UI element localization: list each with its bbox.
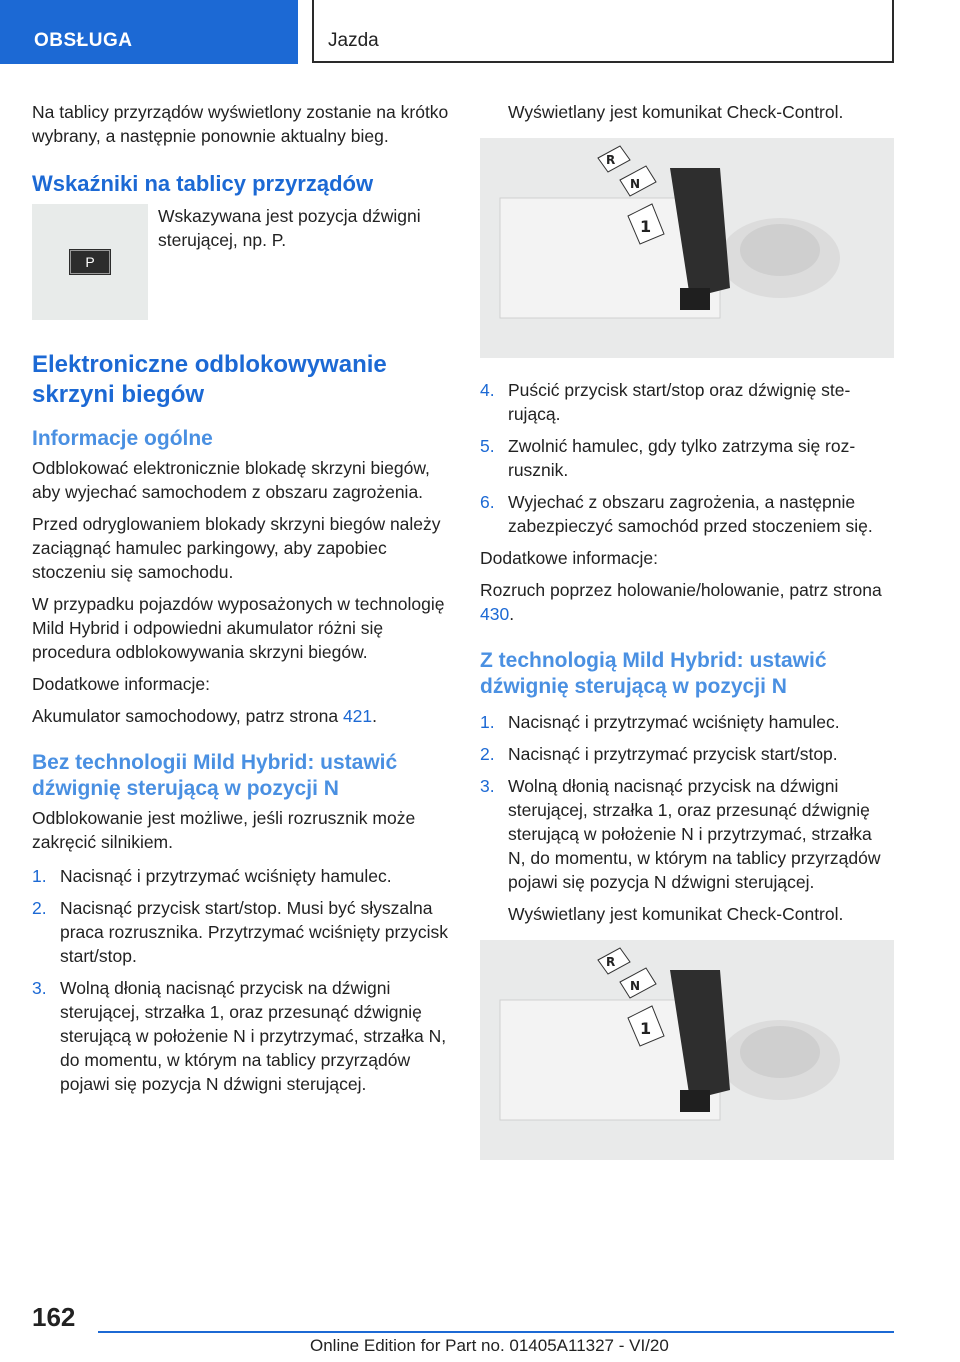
right-column xyxy=(480,100,892,1180)
header-section-label: OBSŁUGA xyxy=(34,30,133,51)
battery-page-link[interactable]: 421 xyxy=(342,706,373,726)
towing-reference: Rozruch poprzez holowanie/holowanie, patrz strona 430. xyxy=(480,580,882,624)
intro-paragraph: Na tablicy przyrządów wyświetlony zostanie na krótko wybrany, a następnie ponownie aktualny bieg. xyxy=(32,102,449,146)
arrow-n-label: N xyxy=(630,177,641,191)
page-number: 162 xyxy=(32,1302,76,1332)
arrow-n-label-2: N xyxy=(630,979,641,993)
indicator-description: Wskazywana jest pozycja dźwigni sterującej, np. P. xyxy=(158,206,421,250)
check-control-message-2: Wyświetlany jest komunikat Check-Control. xyxy=(508,904,844,924)
list-item: 2. Nacisnąć i przytrzymać przycisk start/stop. xyxy=(480,744,838,764)
steps-list-right-b xyxy=(480,710,892,894)
paragraph-parking-brake: Przed odryglowaniem blokady skrzyni biegów należy zaciągnąć hamulec parkingowy, aby zapobiec stoczeniu się samochodu. xyxy=(32,514,441,582)
list-item: 3. Wolną dłonią nacisnąć przycisk na dźwigni sterującej, strzałka 1, oraz przesunąć dźwignię sterującą w położenie N i przytrzymać, strzałka N, do momentu, w którym na tablicy przyrządów pojawi się pozycja N dźwigni sterującej. xyxy=(32,978,447,1094)
left-column xyxy=(32,100,450,1104)
towing-page-link[interactable]: 430 xyxy=(480,604,510,624)
indicator-row xyxy=(32,204,450,320)
heading-unlock: Elektroniczne odblokowywanie skrzyni biegów xyxy=(32,351,387,408)
gear-selector-figure-2 xyxy=(480,940,894,1160)
heading-indicators: Wskaźniki na tablicy przyrządów xyxy=(32,171,374,196)
heading-general: Informacje ogólne xyxy=(32,427,213,450)
park-indicator-icon: P xyxy=(70,250,110,274)
gear-selector-illustration-2 xyxy=(480,940,894,1160)
steps-list-right-a xyxy=(480,378,892,538)
battery-reference: Akumulator samochodowy, patrz strona 421. xyxy=(32,706,378,726)
footer-edition: Online Edition for Part no. 01405A11327 - VI/20 xyxy=(310,1336,669,1355)
gear-selector-figure xyxy=(480,138,894,358)
list-item: 1. Nacisnąć i przytrzymać wciśnięty hamulec. xyxy=(32,866,392,886)
indicator-image xyxy=(32,204,148,320)
list-item: 3. Wolną dłonią nacisnąć przycisk na dźwigni sterującej, strzałka 1, oraz przesunąć dźwignię sterującą w położenie N i przytrzymać, strzałka N, do momentu, w którym na tablicy przyrządów pojawi się pozycja N dźwigni sterującej. xyxy=(480,776,881,892)
header-chapter-box xyxy=(312,0,894,63)
arrow-r-label-2: R xyxy=(606,955,616,969)
header-section-tab xyxy=(0,0,298,64)
paragraph-starter: Odblokowanie jest możliwe, jeśli rozrusznik może zakręcić silnikiem. xyxy=(32,808,416,852)
arrow-r-label: R xyxy=(606,153,616,167)
list-item: 6. Wyjechać z obszaru zagrożenia, a następnie zabezpieczyć samochód przed stoczeniem się. xyxy=(480,492,873,536)
list-item: 5. Zwolnić hamulec, gdy tylko zatrzyma się rozrusznik. xyxy=(480,436,856,480)
list-item: 2. Nacisnąć przycisk start/stop. Musi być słyszalna praca rozrusznika. Przytrzymać wciśnięty przycisk start/stop. xyxy=(32,898,448,966)
heading-no-mild-hybrid: Bez technologii Mild Hybrid: ustawić dźwignię sterującą w pozycji N xyxy=(32,751,398,800)
header-chapter-label: Jazda xyxy=(328,30,379,51)
list-item: 1. Nacisnąć i przytrzymać wciśnięty hamulec. xyxy=(480,712,840,732)
check-control-message: Wyświetlany jest komunikat Check-Control. xyxy=(508,102,844,122)
arrow-1-label: 1 xyxy=(640,217,652,236)
list-item: 4. Puścić przycisk start/stop oraz dźwignię sterującą. xyxy=(480,380,851,424)
paragraph-unlock: Odblokować elektronicznie blokadę skrzyni biegów, aby wyjechać samochodem z obszaru zagrożenia. xyxy=(32,458,430,502)
more-info-label: Dodatkowe informacje: xyxy=(32,674,210,694)
heading-mild-hybrid: Z technologią Mild Hybrid: ustawić dźwignię sterującą w pozycji N xyxy=(480,649,827,698)
footer-divider xyxy=(98,1331,894,1333)
arrow-1-label-2: 1 xyxy=(640,1019,652,1038)
gear-selector-illustration xyxy=(480,138,894,358)
paragraph-mild-hybrid: W przypadku pojazdów wyposażonych w technologię Mild Hybrid i odpowiedni akumulator różni się procedura odblokowywania skrzyni biegów. xyxy=(32,594,445,662)
more-info-label-right: Dodatkowe informacje: xyxy=(480,548,658,568)
steps-list-left xyxy=(32,864,450,1096)
